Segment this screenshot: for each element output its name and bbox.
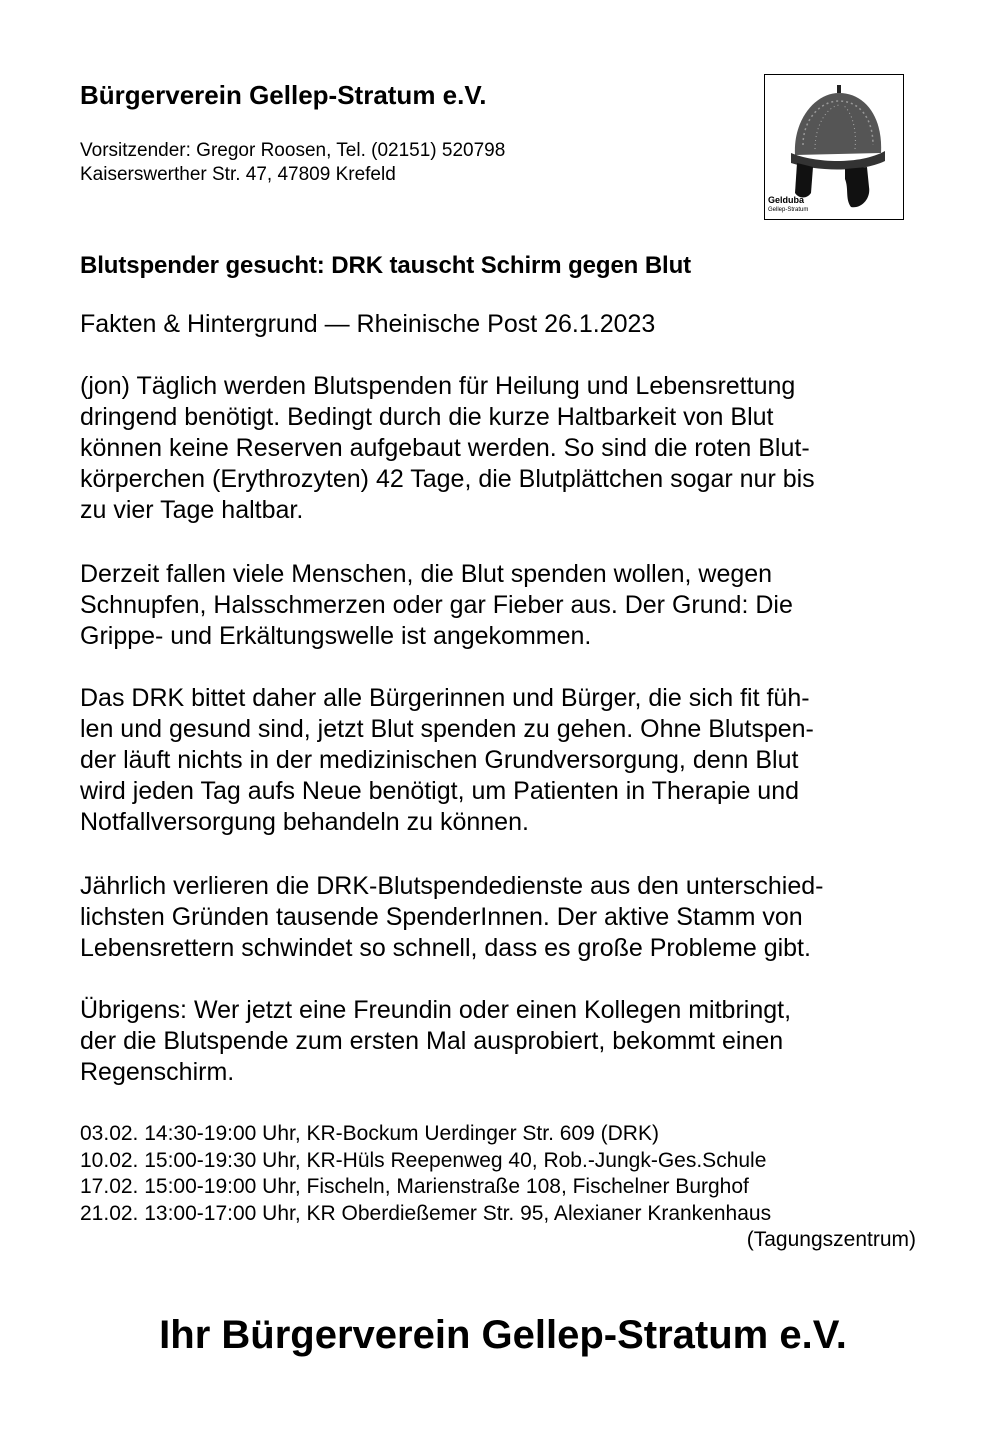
- paragraph-line: Regenschirm.: [80, 1058, 235, 1086]
- event-item: 10.02. 15:00-19:30 Uhr, KR-Hüls Reepenweg 40, Rob.-Jungk-Ges.Schule: [80, 1148, 767, 1172]
- paragraph-line: der läuft nichts in der medizinischen Grundversorgung, denn Blut: [80, 746, 799, 774]
- paragraph-line: Derzeit fallen viele Menschen, die Blut spenden wollen, wegen: [80, 560, 773, 588]
- event-schedule: [80, 1121, 916, 1254]
- paragraph-line: Übrigens: Wer jetzt eine Freundin oder einen Kollegen mitbringt,: [80, 996, 792, 1024]
- article-headline: Blutspender gesucht: DRK tauscht Schirm gegen Blut: [80, 252, 692, 279]
- article-source-line: Fakten & Hintergrund — Rheinische Post 26.1.2023: [80, 310, 656, 338]
- paragraph-line: zu vier Tage haltbar.: [80, 496, 304, 524]
- paragraph-line: (jon) Täglich werden Blutspenden für Heilung und Lebensrettung: [80, 372, 796, 400]
- paragraph-line: dringend benötigt. Bedingt durch die kurze Haltbarkeit von Blut: [80, 403, 774, 431]
- paragraph-line: Jährlich verlieren die DRK-Blutspendedienste aus den unterschied-: [80, 872, 824, 900]
- paragraph-5: [80, 995, 791, 1088]
- footer-signature: Ihr Bürgerverein Gellep-Stratum e.V.: [159, 1313, 847, 1357]
- paragraph-line: lichsten Gründen tausende SpenderInnen. Der aktive Stamm von: [80, 903, 803, 931]
- paragraph-line: len und gesund sind, jetzt Blut spenden zu gehen. Ohne Blutspen-: [80, 715, 814, 743]
- paragraph-2: [80, 559, 793, 652]
- event-item-continuation: (Tagungszentrum): [746, 1228, 916, 1251]
- contact-block: [80, 139, 505, 187]
- paragraph-1: [80, 371, 815, 526]
- event-item: 03.02. 14:30-19:00 Uhr, KR-Bockum Uerdinger Str. 609 (DRK): [80, 1122, 659, 1145]
- paragraph-line: können keine Reserven aufgebaut werden. So sind die roten Blut-: [80, 434, 810, 462]
- paragraph-line: der die Blutspende zum ersten Mal ausprobiert, bekommt einen: [80, 1027, 784, 1055]
- contact-chair-phone: Vorsitzender: Gregor Roosen, Tel. (02151) 520798: [80, 140, 506, 161]
- paragraph-3: [80, 683, 814, 838]
- paragraph-line: Schnupfen, Halsschmerzen oder gar Fieber aus. Der Grund: Die: [80, 591, 793, 619]
- org-title: Bürgerverein Gellep-Stratum e.V.: [80, 80, 487, 110]
- paragraph-line: Das DRK bittet daher alle Bürgerinnen und Bürger, die sich fit füh-: [80, 684, 810, 712]
- logo: [764, 74, 904, 220]
- paragraph-line: körperchen (Erythrozyten) 42 Tage, die Blutplättchen sogar nur bis: [80, 465, 815, 493]
- logo-name: Gelduba: [768, 195, 805, 205]
- paragraph-line: Lebensrettern schwindet so schnell, dass es große Probleme gibt.: [80, 934, 811, 962]
- event-item: 21.02. 13:00-17:00 Uhr, KR Oberdießemer Str. 95, Alexianer Krankenhaus: [80, 1201, 772, 1225]
- paragraph-line: Notfallversorgung behandeln zu können.: [80, 808, 529, 836]
- paragraph-line: wird jeden Tag aufs Neue benötigt, um Patienten in Therapie und: [80, 777, 800, 805]
- event-item: 17.02. 15:00-19:00 Uhr, Fischeln, Marienstraße 108, Fischelner Burghof: [80, 1175, 749, 1198]
- paragraph-line: Grippe- und Erkältungswelle ist angekommen.: [80, 622, 592, 650]
- logo-subtitle: Gellep-Stratum: [768, 207, 809, 213]
- contact-address: Kaiserswerther Str. 47, 47809 Krefeld: [80, 164, 396, 185]
- paragraph-4: [80, 871, 823, 964]
